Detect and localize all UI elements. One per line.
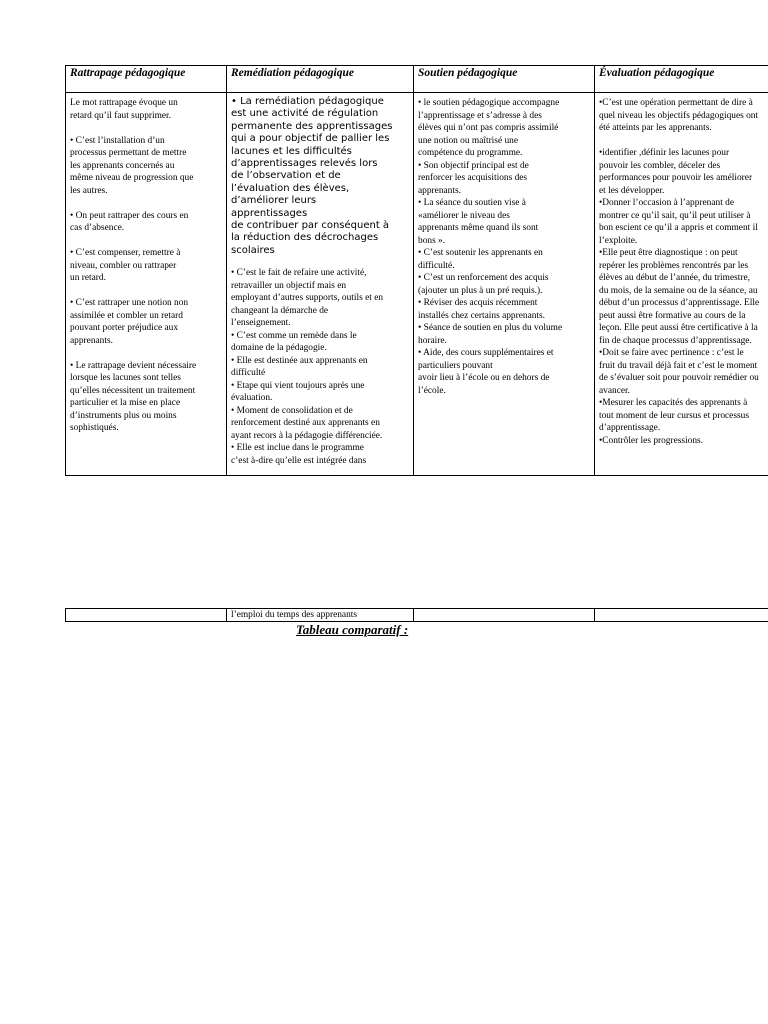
continuation-cell-evaluation xyxy=(594,608,768,622)
rattrapage-text-line: les apprenants concernés au xyxy=(70,160,175,171)
soutien-text-line: une notion ou maîtrisé une xyxy=(418,135,518,146)
remediation-text-line: • C’est comme un remède dans le xyxy=(231,330,357,341)
soutien-text-line: particuliers pouvant xyxy=(418,360,493,371)
soutien-text-line: apprenants même quand ils sont xyxy=(418,223,539,233)
soutien-text-line: • C’est un renforcement des acquis xyxy=(418,273,549,283)
remediation-definition-line: • La remédiation pédagogique xyxy=(231,96,384,107)
evaluation-text-line: élèves au début de l’année, du trimestre, xyxy=(599,273,750,283)
remediation-definition-line: d’améliorer leurs xyxy=(231,195,317,207)
evaluation-text-line: de s’évaluer soit pour pouvoir remédier ou xyxy=(599,373,759,383)
rattrapage-text-line: • C’est compenser, remettre à xyxy=(70,248,181,258)
remediation-text-line: • Moment de consolidation et de xyxy=(231,405,353,416)
remediation-text-line: évaluation. xyxy=(231,393,273,404)
soutien-text-line: bons ». xyxy=(418,235,446,246)
evaluation-text-line: tout moment de leur cursus et processus xyxy=(599,410,749,421)
remediation-definition-line: apprentissages xyxy=(231,207,308,219)
continuation-cell-rattrapage xyxy=(65,608,226,622)
evaluation-text-line: repérer les problèmes rencontrés par les xyxy=(599,260,749,271)
remediation-text-line: c’est à-dire qu’elle est intégrée dans xyxy=(231,455,367,466)
rattrapage-text-line: apprenants. xyxy=(70,335,113,346)
table-caption: Tableau comparatif : xyxy=(296,622,409,637)
evaluation-text-line: l’exploite. xyxy=(599,235,638,246)
evaluation-text-line: leçon. Elle peut aussi être certificative à la xyxy=(599,323,758,333)
soutien-text-line: «améliorer le niveau des xyxy=(418,210,510,221)
evaluation-text-line: été atteints par les apprenants. xyxy=(599,123,712,133)
header-soutien: Soutien pédagogique xyxy=(413,65,594,92)
remediation-text-line: • Elle est inclue dans le programme xyxy=(231,443,364,454)
cell-rattrapage xyxy=(65,92,226,475)
evaluation-text-line: fin de chaque processus d’apprentissage. xyxy=(599,335,752,346)
remediation-definition-line: qui a pour objectif de pallier les xyxy=(231,133,390,145)
rattrapage-text-line: • Le rattrapage devient nécessaire xyxy=(70,360,197,371)
evaluation-text-line: •Donner l’occasion à l’apprenant de xyxy=(599,198,734,208)
evaluation-text-line: •Doit se faire avec pertinence : c’est le xyxy=(599,348,744,358)
soutien-text-line: • Son objectif principal est de xyxy=(418,160,529,171)
evaluation-text-line: bon escient ce qu’il a appris et comment il xyxy=(599,223,758,233)
remediation-definition-line: scolaires xyxy=(231,244,275,256)
rattrapage-text-line xyxy=(70,347,222,360)
rattrapage-text-line xyxy=(70,285,222,298)
remediation-definition-line: lacunes et les difficultés xyxy=(231,145,352,157)
soutien-text-line: l’école. xyxy=(418,385,446,396)
soutien-text-line: • Aide, des cours supplémentaires et xyxy=(418,348,554,358)
evaluation-text-line: quel niveau les objectifs pédagogiques ont xyxy=(599,110,759,121)
cell-evaluation xyxy=(594,92,768,475)
evaluation-text-line: •C’est une opération permettant de dire à xyxy=(599,98,753,108)
soutien-text-line: • le soutien pédagogique accompagne xyxy=(418,98,560,108)
header-remediation: Remédiation pédagogique xyxy=(226,65,413,92)
rattrapage-text-line: lorsque les lacunes sont telles xyxy=(70,373,181,383)
evaluation-text-line: •Elle peut être diagnostique : on peut xyxy=(599,248,738,258)
soutien-text-line: horaire. xyxy=(418,335,447,346)
rattrapage-text-line xyxy=(70,235,222,248)
soutien-text-line: difficulté. xyxy=(418,260,455,271)
remediation-text-line: changeant la démarche de xyxy=(231,305,329,316)
evaluation-text-line: peut aussi être formative au cours de la xyxy=(599,310,746,321)
rattrapage-text-line: particulier et la mise en place xyxy=(70,398,181,408)
remediation-definition-line: de l’observation et de xyxy=(231,170,341,182)
header-rattrapage: Rattrapage pédagogique xyxy=(65,65,226,92)
soutien-text-line: renforcer les acquisitions des xyxy=(418,173,528,183)
remediation-text-line: domaine de la pédagogie. xyxy=(231,343,327,354)
remediation-text-line: retravailler un objectif mais en xyxy=(231,280,347,291)
rattrapage-text-line: cas d’absence. xyxy=(70,223,125,233)
evaluation-text-line: et les développer. xyxy=(599,185,665,196)
remediation-definition-line: d’apprentissages relevés lors xyxy=(231,158,378,170)
remediation-text-line: employant d’autres supports, outils et en xyxy=(231,293,384,304)
evaluation-text-line: •identifier ,définir les lacunes pour xyxy=(599,148,730,158)
remediation-definition-line: la réduction des décrochages xyxy=(231,232,379,244)
rattrapage-text-line: même niveau de progression que xyxy=(70,173,194,183)
rattrapage-text-line: • C’est l’installation d’un xyxy=(70,135,165,146)
rattrapage-text-line: retard qu’il faut supprimer. xyxy=(70,110,172,121)
rattrapage-text-line: assimilée et combler un retard xyxy=(70,310,183,321)
rattrapage-text-line: les autres. xyxy=(70,185,108,196)
remediation-text-line: difficulté xyxy=(231,368,266,379)
evaluation-text-line: d’apprentissage. xyxy=(599,423,661,433)
soutien-text-line: l’apprentissage et s’adresse à des xyxy=(418,110,542,121)
soutien-text-line: compétence du programme. xyxy=(418,148,523,158)
rattrapage-text-line: qu’elles nécessitent un traitement xyxy=(70,385,196,396)
evaluation-text-line: début d’un processus d’apprentissage. Elle xyxy=(599,298,760,308)
remediation-definition-line: est une activité de régulation xyxy=(231,108,379,120)
rattrapage-text-line: • C’est rattraper une notion non xyxy=(70,298,189,308)
rattrapage-text-line xyxy=(70,197,222,210)
continuation-cell-soutien xyxy=(413,608,594,622)
table-bottom-border xyxy=(65,475,768,476)
evaluation-text-line: pouvoir les combler, déceler des xyxy=(599,160,721,171)
remediation-text-line: • Etape qui vient toujours après une xyxy=(231,380,365,391)
rattrapage-text-line: Le mot rattrapage évoque un xyxy=(70,98,178,108)
evaluation-text-line: •Mesurer les capacités des apprenants à xyxy=(599,398,748,408)
evaluation-text-line: performances pour pouvoir les améliorer xyxy=(599,173,753,183)
soutien-text-line: • C’est soutenir les apprenants en xyxy=(418,248,543,258)
soutien-text-line: (ajouter un plus à un pré requis.). xyxy=(418,285,543,296)
remediation-text-line: ayant recors à la pédagogie différenciée. xyxy=(231,430,383,441)
remediation-definition-line: l’évaluation des élèves, xyxy=(231,182,350,194)
soutien-text-line: • Réviser des acquis récemment xyxy=(418,298,538,308)
evaluation-text-line: fruit du travail déjà fait et c’est le moment xyxy=(599,360,758,371)
remediation-definition-line: permanente des apprentissages xyxy=(231,120,393,132)
remediation-text-line: renforcement destiné aux apprenants en xyxy=(231,418,380,429)
remediation-definition-line: de contribuer par conséquent à xyxy=(231,220,390,232)
evaluation-text-line: du mois, de la semaine ou de la séance, au xyxy=(599,285,758,296)
rattrapage-text-line: niveau, combler ou rattraper xyxy=(70,260,177,271)
header-evaluation: Évaluation pédagogique xyxy=(594,65,768,92)
remediation-text-line: • Elle est destinée aux apprenants en xyxy=(231,355,368,366)
evaluation-text-line: avancer. xyxy=(599,385,630,396)
remediation-text-line: • C’est le fait de refaire une activité, xyxy=(231,268,367,279)
cell-soutien xyxy=(413,92,594,475)
remediation-text-line: l’enseignement. xyxy=(231,318,291,329)
soutien-text-line: • Séance de soutien en plus du volume xyxy=(418,323,563,333)
soutien-text-line: installés chez certains apprenants. xyxy=(418,310,546,321)
continuation-bottom-border xyxy=(65,621,768,622)
soutien-text-line: élèves qui n’ont pas compris assimilé xyxy=(418,123,559,133)
soutien-text-line: avoir lieu à l’école ou en dehors de xyxy=(418,373,550,383)
rattrapage-text-line: pouvant porter préjudice aux xyxy=(70,323,179,333)
soutien-text-line: apprenants. xyxy=(418,185,461,196)
rattrapage-text-line: sophistiqués. xyxy=(70,423,119,433)
rattrapage-text-line: un retard. xyxy=(70,273,106,283)
continuation-cell-remediation: l’emploi du temps des apprenants xyxy=(226,608,413,622)
rattrapage-text-line: d’instruments plus ou moins xyxy=(70,410,177,421)
cell-remediation xyxy=(226,92,413,475)
rattrapage-text-line: processus permettant de mettre xyxy=(70,148,187,158)
soutien-text-line: • La séance du soutien vise à xyxy=(418,198,526,208)
rattrapage-text-line: • On peut rattraper des cours en xyxy=(70,210,189,221)
rattrapage-text-line xyxy=(70,122,222,135)
evaluation-text-line: •Contrôler les progressions. xyxy=(599,435,704,446)
evaluation-text-line: montrer ce qu’il sait, qu’il peut utiliser à xyxy=(599,210,751,221)
evaluation-text-line xyxy=(599,135,768,148)
